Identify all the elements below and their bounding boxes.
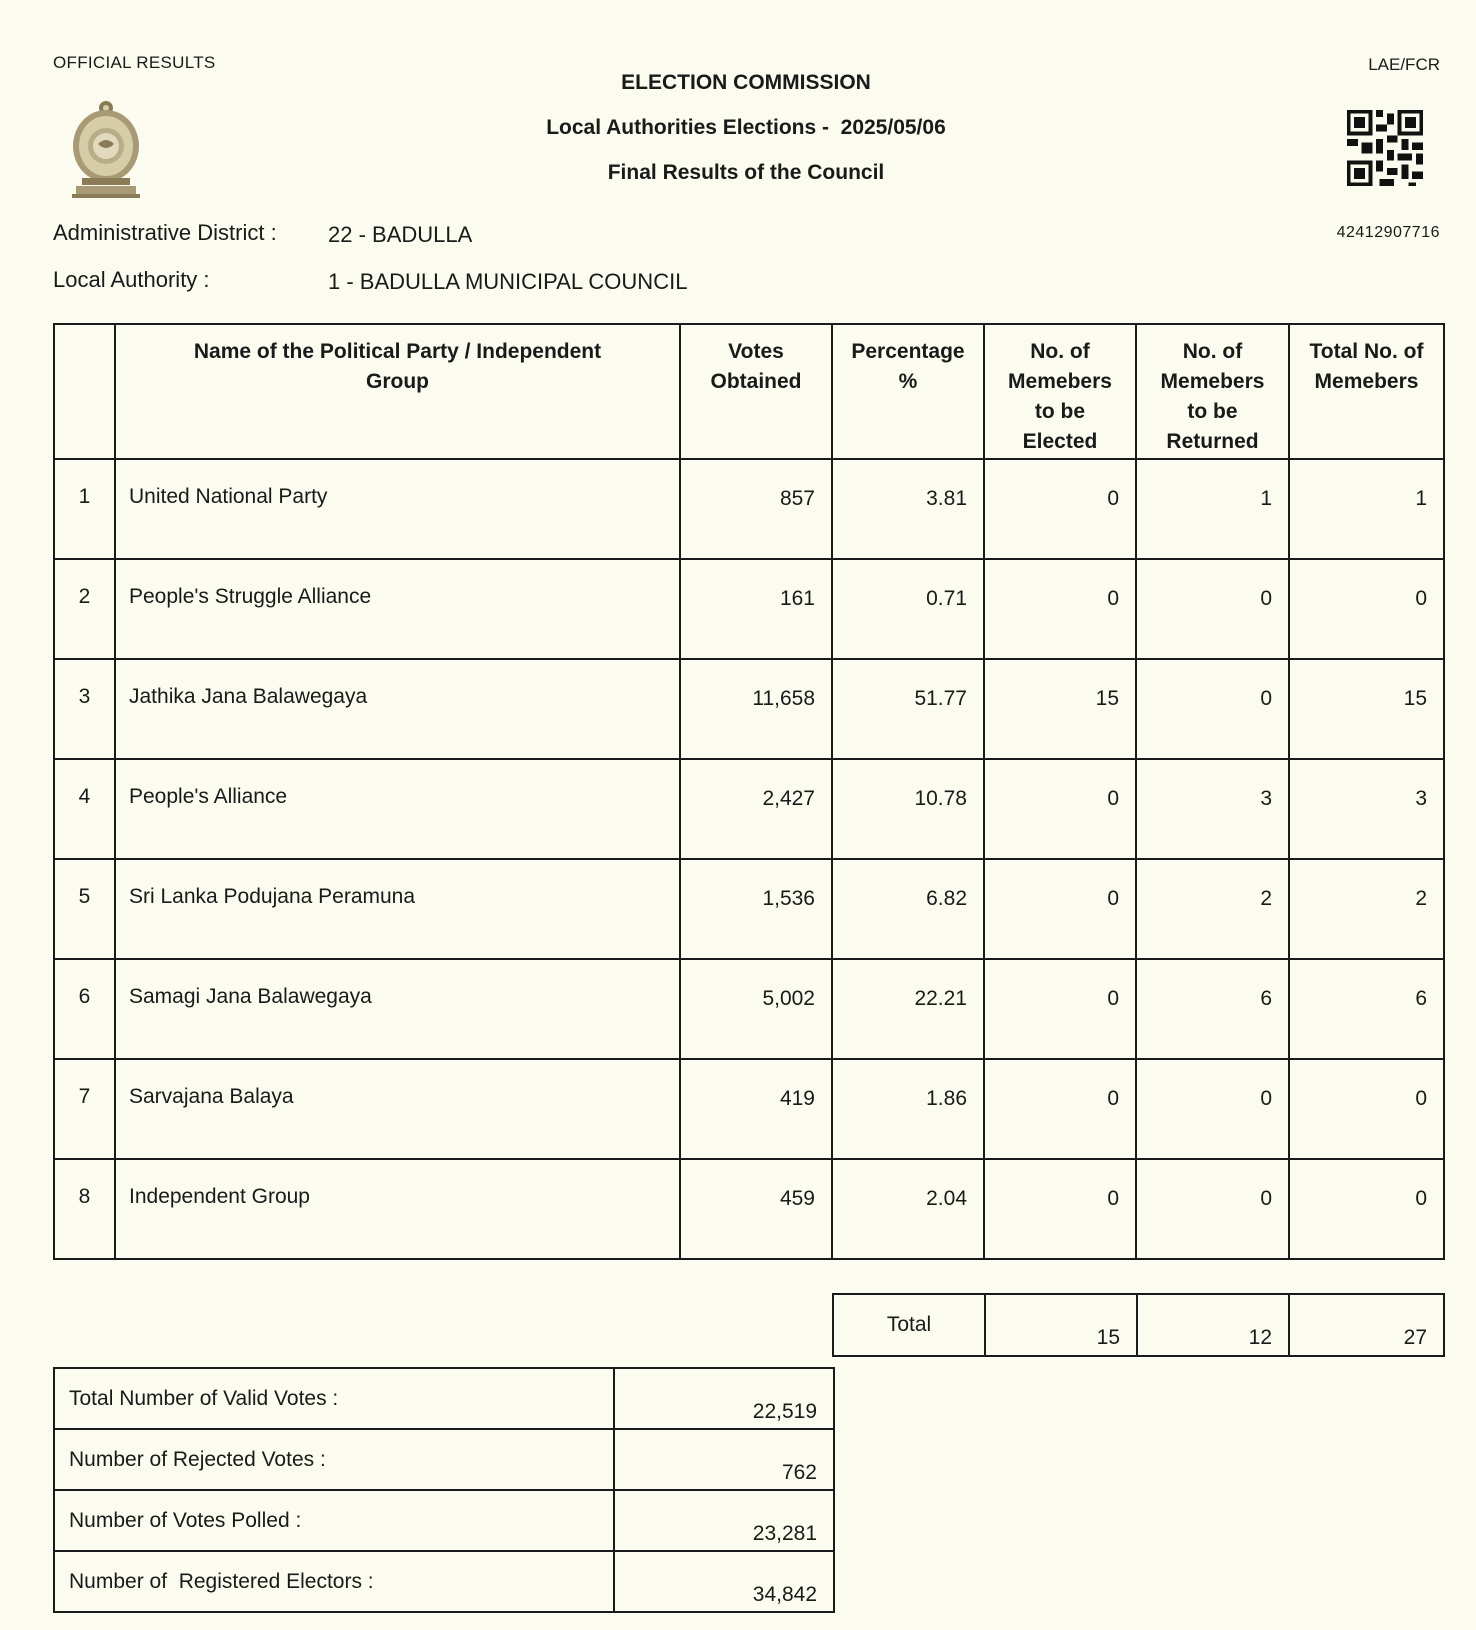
table-row [54,959,1444,1059]
row-number: 7 [54,1059,115,1159]
vote-percentage: 6.82 [832,859,984,959]
vote-summary-table [53,1367,835,1613]
votes-obtained: 161 [680,559,832,659]
members-returned: 2 [1136,859,1289,959]
vote-percentage: 51.77 [832,659,984,759]
members-elected: 0 [984,759,1136,859]
table-row [54,559,1444,659]
members-elected: 0 [984,1059,1136,1159]
table-row [54,459,1444,559]
party-name: Sri Lanka Podujana Peramuna [115,859,680,959]
summary-row [54,1551,834,1612]
members-returned: 6 [1136,959,1289,1059]
registered-electors-label: Number of Registered Electors : [54,1551,614,1612]
members-returned: 0 [1136,1159,1289,1259]
header-percentage: Percentage % [832,324,984,459]
header-votes: Votes Obtained [680,324,832,459]
rejected-votes-label: Number of Rejected Votes : [54,1429,614,1490]
votes-obtained: 2,427 [680,759,832,859]
authority-label: Local Authority : [53,267,210,292]
vote-percentage: 22.21 [832,959,984,1059]
district-label: Administrative District : [53,220,277,245]
party-name: Sarvajana Balaya [115,1059,680,1159]
members-returned: 3 [1136,759,1289,859]
district-value: 22 - BADULLA [328,222,473,247]
members-returned: 0 [1136,559,1289,659]
totals-elected: 15 [985,1294,1137,1356]
members-total: 1 [1289,459,1444,559]
table-row [54,659,1444,759]
votes-obtained: 1,536 [680,859,832,959]
rejected-votes-value: 762 [614,1429,834,1490]
members-elected: 0 [984,559,1136,659]
members-elected: 15 [984,659,1136,759]
votes-obtained: 419 [680,1059,832,1159]
header-party: Name of the Political Party / Independent Group [115,324,680,459]
official-results-label: OFFICIAL RESULTS [53,53,216,72]
page-title: ELECTION COMMISSION [621,71,871,94]
votes-obtained: 11,658 [680,659,832,759]
totals-members: 27 [1289,1294,1444,1356]
members-total: 6 [1289,959,1444,1059]
members-total: 2 [1289,859,1444,959]
members-elected: 0 [984,859,1136,959]
votes-obtained: 459 [680,1159,832,1259]
vote-percentage: 1.86 [832,1059,984,1159]
members-elected: 0 [984,959,1136,1059]
votes-obtained: 5,002 [680,959,832,1059]
members-total: 0 [1289,1059,1444,1159]
members-returned: 1 [1136,459,1289,559]
summary-row [54,1429,834,1490]
totals-returned: 12 [1137,1294,1289,1356]
party-name: People's Struggle Alliance [115,559,680,659]
vote-percentage: 3.81 [832,459,984,559]
row-number: 4 [54,759,115,859]
row-number: 3 [54,659,115,759]
table-row [54,859,1444,959]
summary-row [54,1490,834,1551]
row-number: 8 [54,1159,115,1259]
members-total: 3 [1289,759,1444,859]
votes-polled-label: Number of Votes Polled : [54,1490,614,1551]
title-block [446,68,1046,203]
valid-votes-value: 22,519 [614,1368,834,1429]
form-code: LAE/FCR [1368,55,1440,74]
registered-electors-value: 34,842 [614,1551,834,1612]
members-total: 0 [1289,559,1444,659]
votes-polled-value: 23,281 [614,1490,834,1551]
summary-row [54,1368,834,1429]
row-number: 2 [54,559,115,659]
row-number: 1 [54,459,115,559]
members-elected: 0 [984,1159,1136,1259]
serial-number: 42412907716 [1336,224,1440,241]
valid-votes-label: Total Number of Valid Votes : [54,1368,614,1429]
members-total: 15 [1289,659,1444,759]
party-name: People's Alliance [115,759,680,859]
totals-table [832,1293,1445,1357]
qr-code-icon [1347,110,1423,186]
table-row [54,1059,1444,1159]
vote-percentage: 0.71 [832,559,984,659]
totals-row [833,1294,1444,1356]
sri-lanka-emblem-icon [70,98,142,198]
header-elected: No. of Memebers to be Elected [984,324,1136,459]
header-total: Total No. of Memebers [1289,324,1444,459]
table-row [54,1159,1444,1259]
row-number: 6 [54,959,115,1059]
party-name: United National Party [115,459,680,559]
header-returned: No. of Memebers to be Returned [1136,324,1289,459]
results-subtitle: Final Results of the Council [607,161,885,184]
table-row [54,759,1444,859]
totals-label: Total [833,1294,985,1356]
row-number: 5 [54,859,115,959]
party-name: Independent Group [115,1159,680,1259]
votes-obtained: 857 [680,459,832,559]
results-table [53,323,1445,1260]
table-header-row [54,324,1444,459]
members-total: 0 [1289,1159,1444,1259]
members-elected: 0 [984,459,1136,559]
members-returned: 0 [1136,659,1289,759]
party-name: Samagi Jana Balawegaya [115,959,680,1059]
authority-value: 1 - BADULLA MUNICIPAL COUNCIL [328,269,688,294]
party-name: Jathika Jana Balawegaya [115,659,680,759]
vote-percentage: 2.04 [832,1159,984,1259]
election-subtitle: Local Authorities Elections - 2025/05/06 [546,116,946,139]
members-returned: 0 [1136,1059,1289,1159]
vote-percentage: 10.78 [832,759,984,859]
header-index [54,324,115,459]
